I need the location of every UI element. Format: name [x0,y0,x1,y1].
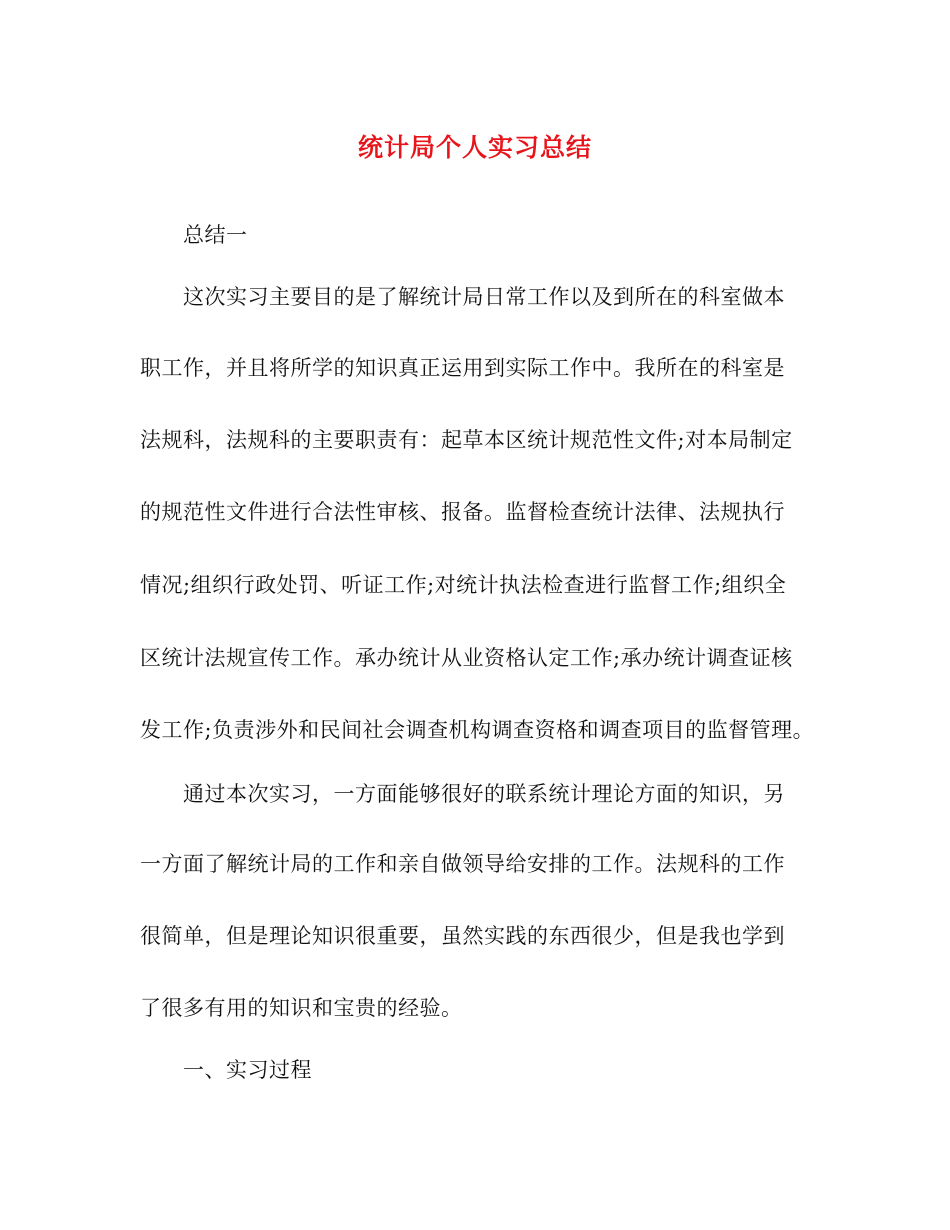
paragraph-line: 发工作;负责涉外和民间社会调查机构调查资格和调查项目的监督管理。 [140,718,815,742]
section-heading-internship-process: 一、实习过程 [183,1058,312,1082]
paragraph-line: 的规范性文件进行合法性审核、报备。监督检查统计法律、法规执行 [140,500,785,524]
paragraph-line: 法规科，法规科的主要职责有：起草本区统计规范性文件;对本局制定 [140,428,793,452]
paragraph-line: 职工作，并且将所学的知识真正运用到实际工作中。我所在的科室是 [140,356,785,380]
paragraph-line: 通过本次实习，一方面能够很好的联系统计理论方面的知识，另 [183,782,785,806]
paragraph-line: 很简单，但是理论知识很重要，虽然实践的东西很少，但是我也学到 [140,924,785,948]
paragraph-line: 这次实习主要目的是了解统计局日常工作以及到所在的科室做本 [183,285,785,309]
paragraph-line: 区统计法规宣传工作。承办统计从业资格认定工作;承办统计调查证核 [140,646,793,670]
section-heading-summary-one: 总结一 [183,223,248,247]
paragraph-line: 一方面了解统计局的工作和亲自做领导给安排的工作。法规科的工作 [140,852,785,876]
paragraph-line: 了很多有用的知识和宝贵的经验。 [140,996,463,1020]
paragraph-line: 情况;组织行政处罚、听证工作;对统计执法检查进行监督工作;组织全 [140,573,787,597]
page-title: 统计局个人实习总结 [357,133,592,162]
